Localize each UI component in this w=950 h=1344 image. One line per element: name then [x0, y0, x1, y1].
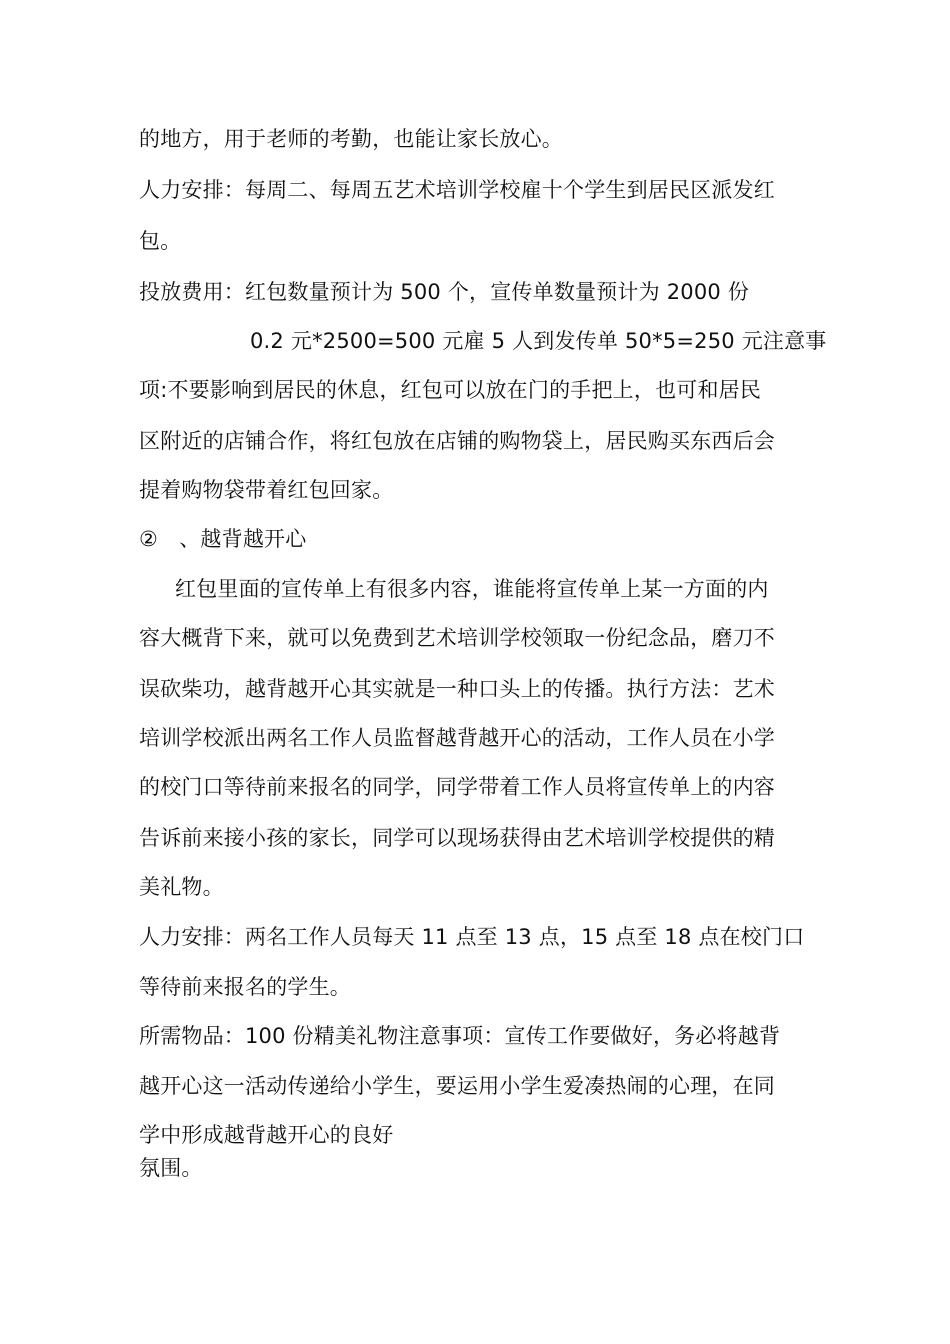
text-line: 区附近的店铺合作，将红包放在店铺的购物袋上，居民购买东西后会: [139, 429, 775, 453]
text-line: 所需物品：100 份精美礼物注意事项：宣传工作要做好，务必将越背: [139, 1024, 781, 1048]
text-line: 越开心这一活动传递给小学生，要运用小学生爱凑热闹的心理，在同: [139, 1074, 775, 1098]
text-line: 美礼物。: [139, 875, 224, 899]
text-line: 的地方，用于老师的考勤，也能让家长放心。: [139, 127, 563, 151]
text-line: 投放费用：红包数量预计为 500 个，宣传单数量预计为 2000 份: [139, 280, 750, 304]
text-line: 氛围。: [139, 1156, 203, 1180]
text-line: 提着购物袋带着红包回家。: [139, 478, 394, 502]
text-line: 容大概背下来，就可以免费到艺术培训学校领取一份纪念品，磨刀不: [139, 626, 775, 650]
text-line: 告诉前来接小孩的家长，同学可以现场获得由艺术培训学校提供的精: [139, 826, 775, 850]
text-line: 学中形成越背越开心的良好: [139, 1123, 394, 1147]
text-line: 误砍柴功，越背越开心其实就是一种口头上的传播。执行方法：艺术: [139, 677, 775, 701]
text-line: 包。: [139, 229, 182, 253]
text-line: 人力安排：每周二、每周五艺术培训学校雇十个学生到居民区派发红: [139, 178, 775, 202]
text-line: 培训学校派出两名工作人员监督越背越开心的活动，工作人员在小学: [139, 726, 775, 750]
section-heading: ② 、越背越开心: [139, 527, 307, 551]
text-line: 人力安排：两名工作人员每天 11 点至 13 点，15 点至 18 点在校门口: [139, 925, 805, 949]
text-line: 红包里面的宣传单上有很多内容，谁能将宣传单上某一方面的内: [175, 577, 769, 601]
text-line: 项:不要影响到居民的休息，红包可以放在门的手把上，也可和居民: [139, 378, 762, 402]
text-line: 0.2 元*2500=500 元雇 5 人到发传单 50*5=250 元注意事: [250, 329, 827, 353]
text-line: 的校门口等待前来报名的同学，同学带着工作人员将宣传单上的内容: [139, 775, 775, 799]
text-line: 等待前来报名的学生。: [139, 975, 351, 999]
